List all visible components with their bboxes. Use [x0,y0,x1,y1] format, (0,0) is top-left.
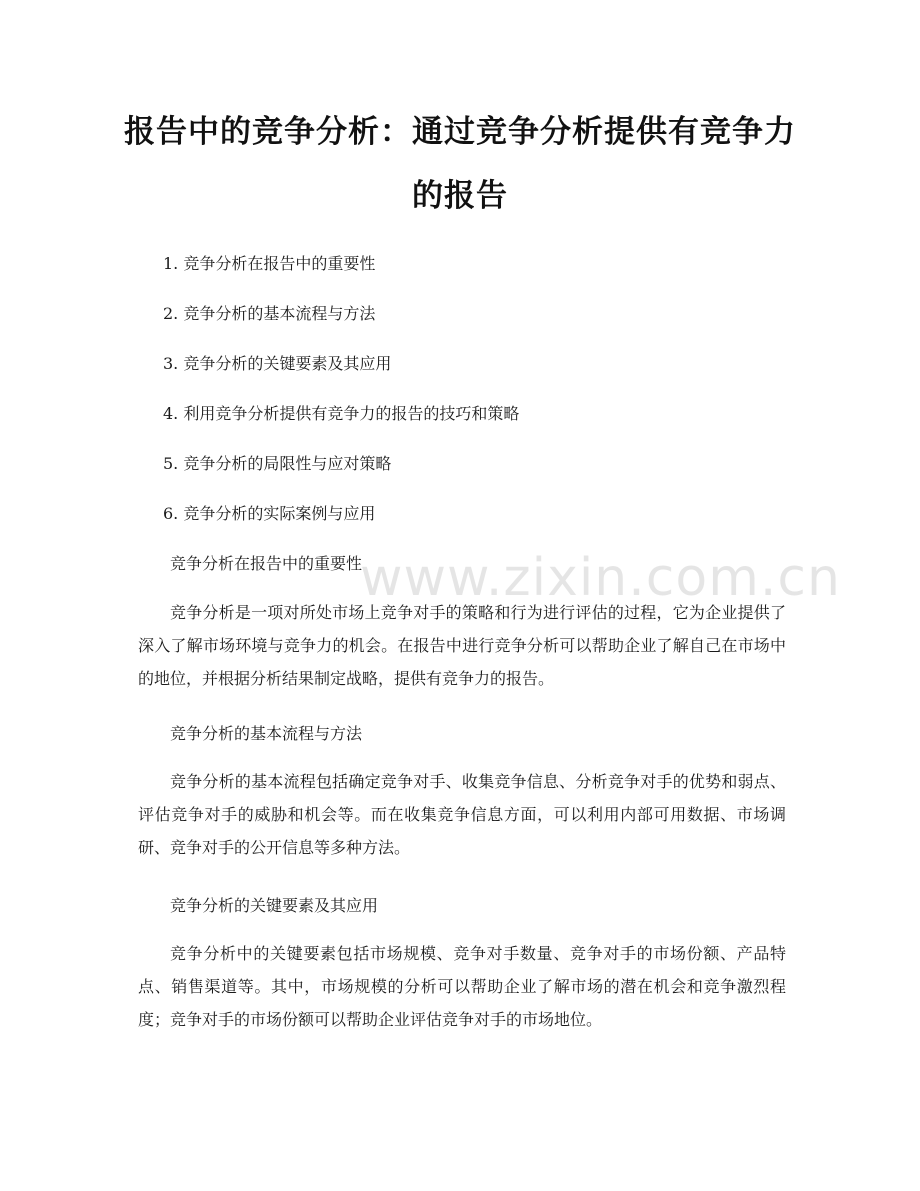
toc-item: 5. 竞争分析的局限性与应对策略 [163,454,392,473]
section-paragraph: 竞争分析中的关键要素包括市场规模、竞争对手数量、竞争对手的市场份额、产品特点、销售渠道等。其中，市场规模的分析可以帮助企业了解市场的潜在机会和竞争激烈程度；竞争对手的市场份额可以帮助企业评估竞争对手的市场地位。 [138,944,786,1029]
watermark: www.zixin.com.cn [360,548,841,608]
toc-item: 3. 竞争分析的关键要素及其应用 [163,354,392,373]
toc-item: 6. 竞争分析的实际案例与应用 [163,504,376,523]
document-title: 报告中的竞争分析：通过竞争分析提供有竞争力的报告 [124,114,796,214]
section-heading: 竞争分析在报告中的重要性 [170,554,363,573]
section-paragraph: 竞争分析是一项对所处市场上竞争对手的策略和行为进行评估的过程，它为企业提供了深入了解市场环境与竞争力的机会。在报告中进行竞争分析可以帮助企业了解自己在市场中的地位，并根据分析结果制定战略，提供有竞争力的报告。 [138,603,786,688]
toc-item: 1. 竞争分析在报告中的重要性 [163,254,376,273]
toc-item: 2. 竞争分析的基本流程与方法 [163,304,376,323]
toc-item: 4. 利用竞争分析提供有竞争力的报告的技巧和策略 [163,404,520,423]
section-heading: 竞争分析的基本流程与方法 [170,724,363,743]
table-of-contents [163,250,519,550]
section-heading: 竞争分析的关键要素及其应用 [170,896,379,915]
section-paragraph: 竞争分析的基本流程包括确定竞争对手、收集竞争信息、分析竞争对手的优势和弱点、评估竞争对手的威胁和机会等。而在收集竞争信息方面，可以利用内部可用数据、市场调研、竞争对手的公开信息等多种方法。 [138,772,786,857]
